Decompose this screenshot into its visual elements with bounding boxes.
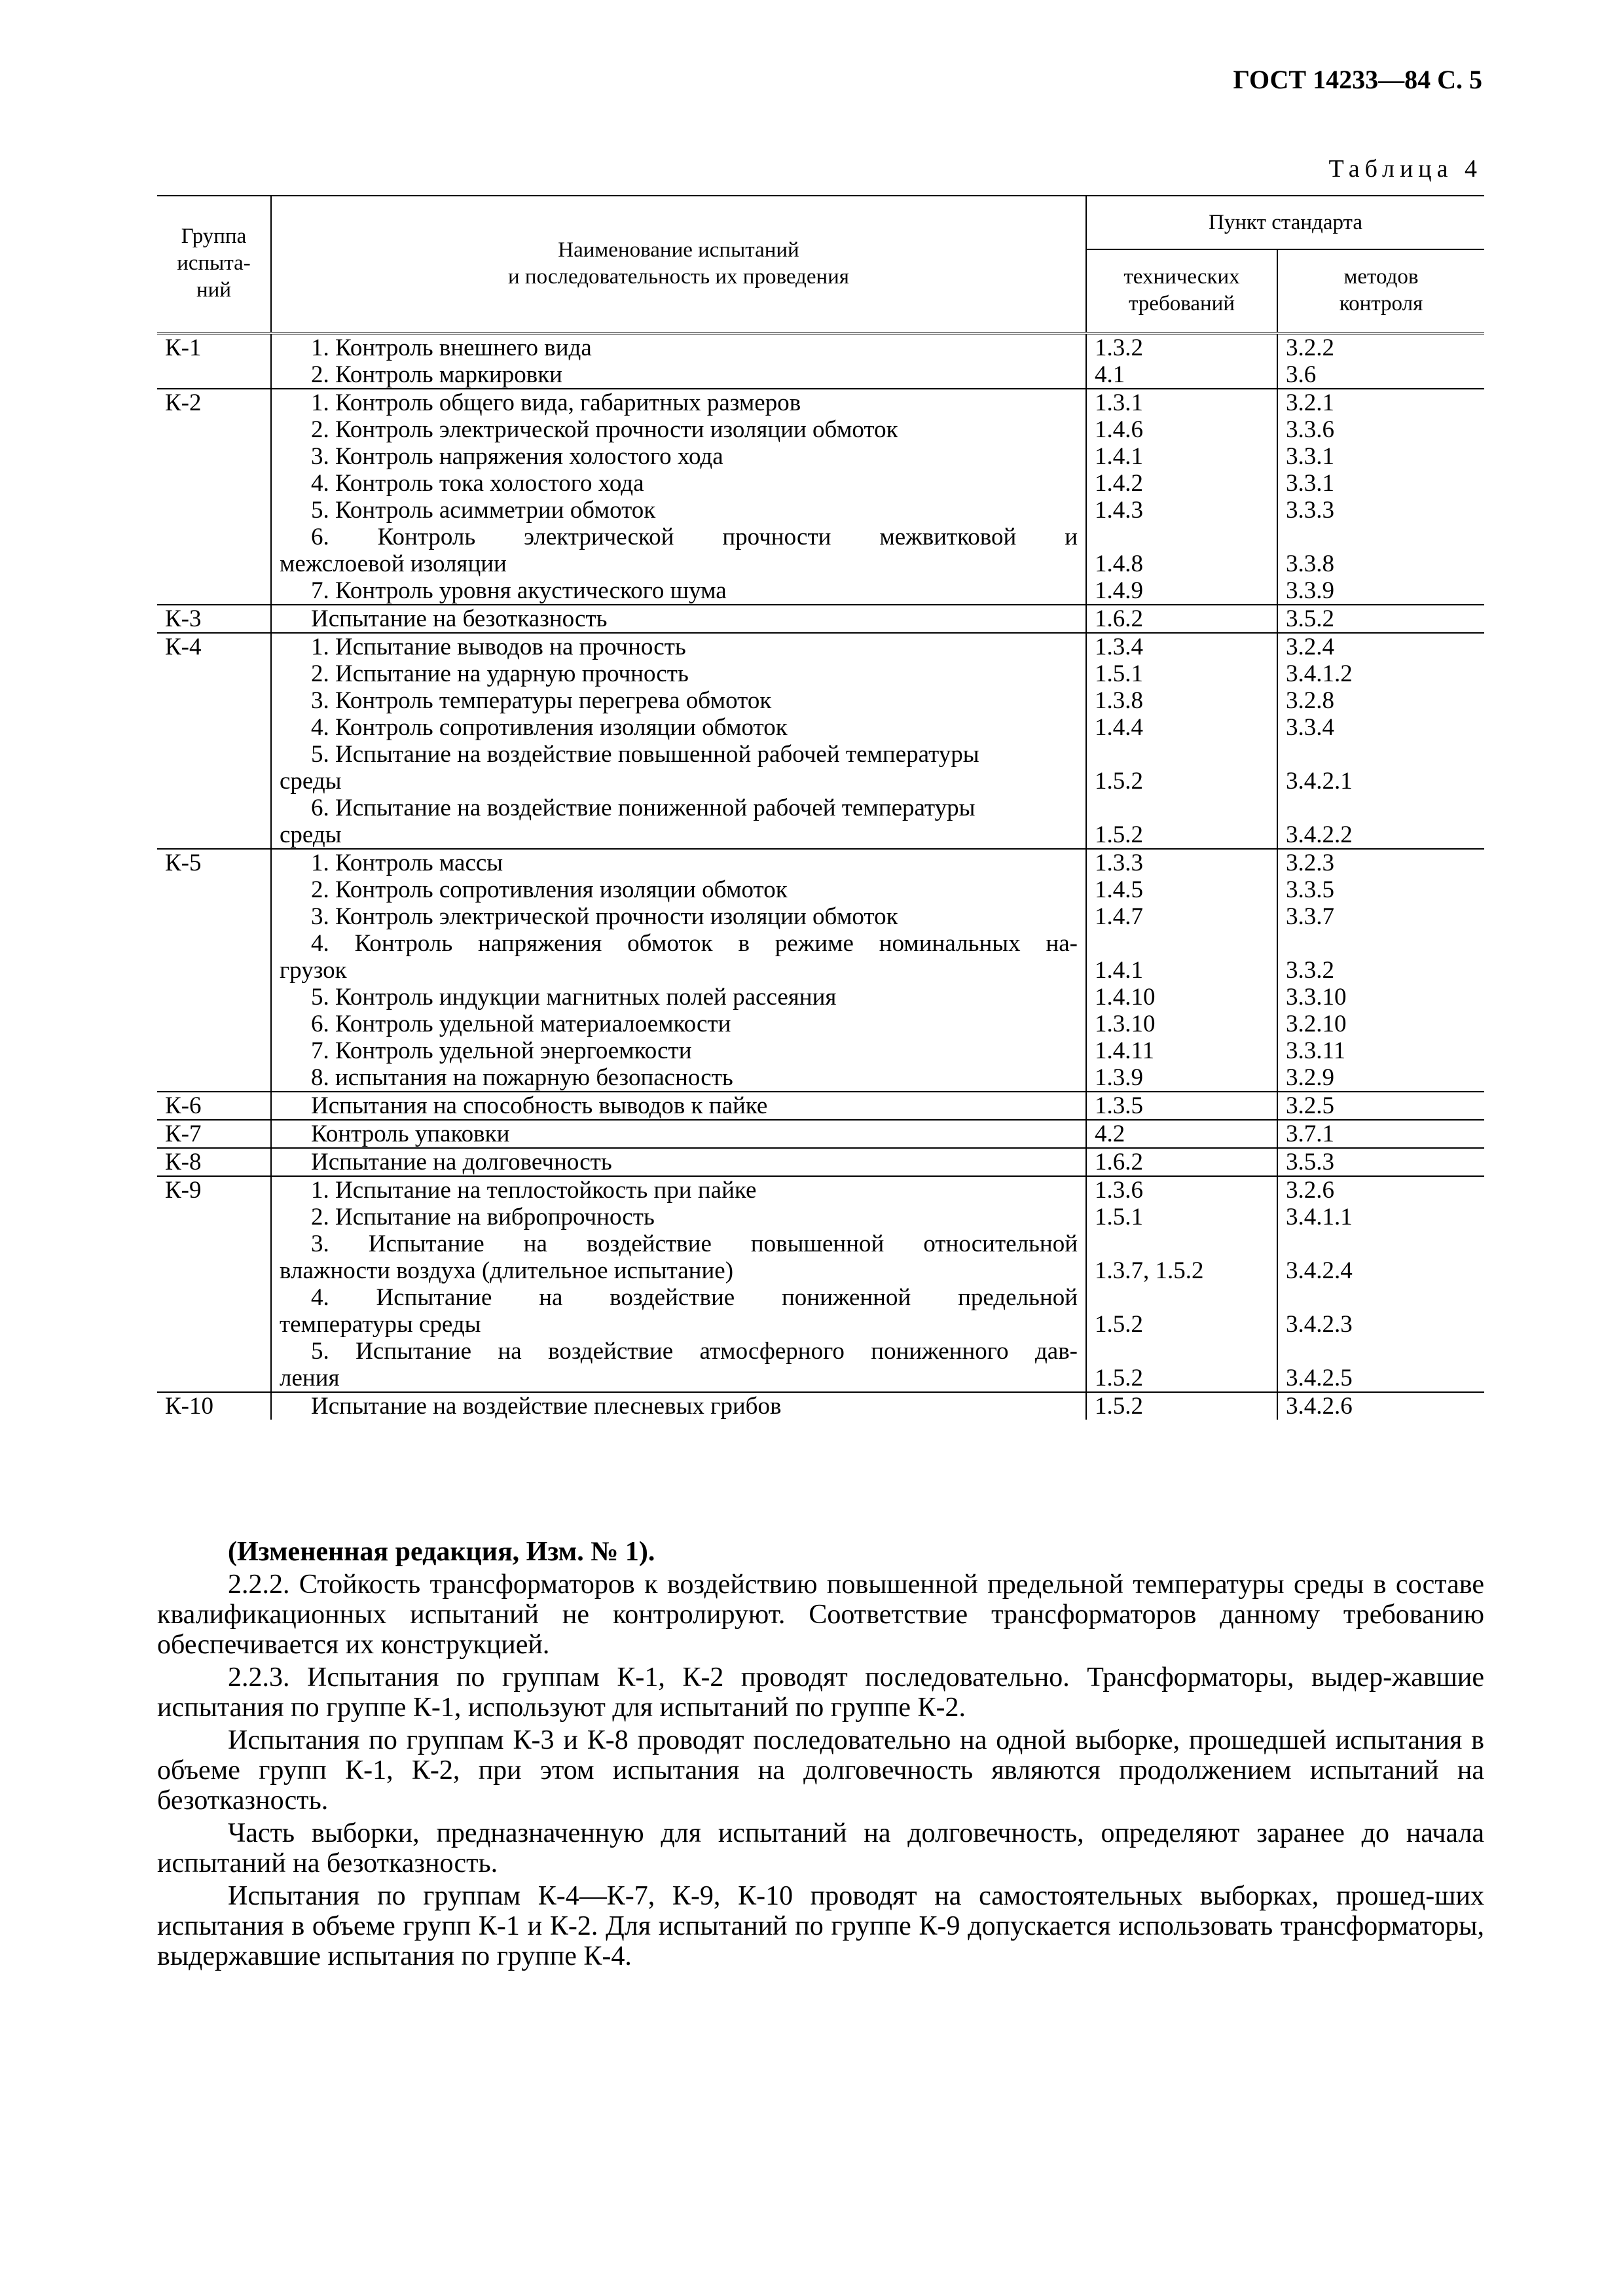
tech-req-value: 1.4.2 — [1095, 470, 1143, 497]
tech-req-value — [1095, 795, 1269, 821]
tech-req-cell — [1086, 1176, 1277, 1392]
test-name-cell — [271, 849, 1086, 1092]
tech-req-cell — [1086, 633, 1277, 849]
control-method-cell — [1277, 849, 1484, 1092]
control-method-cell — [1277, 1120, 1484, 1148]
tech-req-value: 1.4.11 — [1095, 1037, 1155, 1064]
tech-req-value: 1.4.6 — [1095, 416, 1143, 443]
control-method-value: 3.4.2.6 — [1286, 1393, 1353, 1420]
control-method-value: 3.2.4 — [1286, 634, 1334, 660]
tech-req-value: 1.3.6 — [1095, 1177, 1143, 1204]
control-method-value — [1286, 930, 1476, 957]
table-row — [157, 605, 1484, 633]
control-method-value — [1286, 741, 1476, 768]
control-method-cell — [1277, 1392, 1484, 1420]
table-row — [157, 849, 1484, 1092]
test-name-line: 2. Испытание на вибропрочность — [311, 1204, 655, 1230]
control-method-cell — [1277, 1176, 1484, 1392]
test-name-cell — [271, 1392, 1086, 1420]
control-method-value — [1286, 795, 1476, 821]
tech-req-cell — [1086, 1092, 1277, 1120]
tech-req-cell — [1086, 1148, 1277, 1176]
control-method-value: 3.3.6 — [1286, 416, 1334, 443]
tech-req-value: 1.4.1 — [1095, 443, 1143, 470]
group-cell: К-5 — [157, 849, 271, 1092]
test-name-line: 3. Контроль напряжения холостого хода — [311, 443, 723, 470]
control-method-value: 3.2.8 — [1286, 687, 1334, 714]
tech-req-cell — [1086, 1392, 1277, 1420]
control-method-cell — [1277, 1148, 1484, 1176]
table-row — [157, 1092, 1484, 1120]
tech-req-value: 1.3.4 — [1095, 634, 1143, 660]
control-method-value: 3.4.2.4 — [1286, 1257, 1353, 1284]
tech-req-cell — [1086, 389, 1277, 605]
test-name-line: влажности воздуха (длительное испытание) — [280, 1257, 734, 1284]
tech-req-value: 1.5.1 — [1095, 1204, 1143, 1230]
group-cell: К-3 — [157, 605, 271, 633]
group-cell: К-4 — [157, 633, 271, 849]
control-method-value: 3.2.9 — [1286, 1064, 1334, 1091]
control-method-value: 3.3.7 — [1286, 903, 1334, 930]
control-method-value: 3.5.3 — [1286, 1149, 1334, 1175]
test-name-cell — [271, 1148, 1086, 1176]
test-name-line: 1. Контроль массы — [311, 850, 503, 876]
group-cell: К-6 — [157, 1092, 271, 1120]
tech-req-value: 1.5.2 — [1095, 768, 1143, 795]
tech-req-value: 1.5.2 — [1095, 821, 1143, 848]
control-method-value: 3.4.2.5 — [1286, 1365, 1353, 1391]
tech-req-value: 4.1 — [1095, 361, 1125, 388]
paragraph: Испытания по группам К-3 и К-8 проводят последовательно на одной выборке, прошедшей испытания в объеме групп К-1, К-2, при этом испытания на долговечность являются продолжением испытаний на безотказность. — [157, 1725, 1484, 1816]
control-method-value: 3.4.1.2 — [1286, 660, 1353, 687]
tech-req-value: 1.5.2 — [1095, 1311, 1143, 1338]
control-method-value: 3.7.1 — [1286, 1121, 1334, 1147]
test-name-line: 5. Контроль асимметрии обмоток — [311, 497, 656, 524]
control-method-value: 3.2.2 — [1286, 334, 1334, 361]
control-method-value: 3.3.9 — [1286, 577, 1334, 604]
test-name-line: 6. Испытание на воздействие пониженной рабочей температуры — [311, 795, 976, 821]
test-name-line: 6. Контроль удельной материалоемкости — [311, 1011, 731, 1037]
tech-req-value: 1.3.9 — [1095, 1064, 1143, 1091]
col-header-method: методов контроля — [1277, 249, 1484, 333]
test-name-line: 3. Контроль температуры перегрева обмоток — [311, 687, 772, 714]
table-caption: Таблица 4 — [1328, 155, 1482, 183]
test-name-line: ления — [280, 1365, 340, 1391]
test-name-line: 1. Контроль внешнего вида — [311, 334, 592, 361]
tech-req-value — [1095, 1338, 1269, 1365]
table-body — [157, 333, 1484, 1420]
test-name-line: 2. Контроль маркировки — [311, 361, 562, 388]
test-name-cell — [271, 633, 1086, 849]
tech-req-cell — [1086, 849, 1277, 1092]
control-method-value: 3.3.4 — [1286, 714, 1334, 741]
control-method-value: 3.5.2 — [1286, 605, 1334, 632]
test-name-line: 4. Испытание на воздействие пониженной предельной — [311, 1284, 1078, 1311]
test-name-line: 6. Контроль электрической прочности межвитковой и — [311, 524, 1078, 550]
control-method-value: 3.3.2 — [1286, 957, 1334, 984]
col-header-group: Группа испыта- ний — [157, 196, 271, 333]
tech-req-cell — [1086, 1120, 1277, 1148]
test-name-cell — [271, 1176, 1086, 1392]
control-method-value: 3.3.10 — [1286, 984, 1347, 1011]
group-cell: К-10 — [157, 1392, 271, 1420]
test-name-line: 4. Контроль тока холостого хода — [311, 470, 644, 497]
test-name-cell — [271, 389, 1086, 605]
tech-req-value: 1.4.9 — [1095, 577, 1143, 604]
control-method-value: 3.2.6 — [1286, 1177, 1334, 1204]
tech-req-value: 1.4.5 — [1095, 876, 1143, 903]
control-method-value — [1286, 524, 1476, 550]
page-header: ГОСТ 14233—84 С. 5 — [1233, 65, 1482, 94]
tech-req-value: 1.3.10 — [1095, 1011, 1156, 1037]
tech-req-value: 1.3.2 — [1095, 334, 1143, 361]
control-method-value — [1286, 1338, 1476, 1365]
test-name-line: 5. Контроль индукции магнитных полей рассеяния — [311, 984, 837, 1011]
test-name-line: 3. Контроль электрической прочности изоляции обмоток — [311, 903, 898, 930]
group-cell: К-8 — [157, 1148, 271, 1176]
group-cell: К-7 — [157, 1120, 271, 1148]
col-header-point: Пункт стандарта — [1086, 196, 1484, 249]
tech-req-value: 1.4.10 — [1095, 984, 1156, 1011]
test-name-cell — [271, 1092, 1086, 1120]
test-name-line: 1. Испытание выводов на прочность — [311, 634, 686, 660]
control-method-value: 3.4.1.1 — [1286, 1204, 1353, 1230]
tests-table — [157, 195, 1484, 1420]
control-method-value: 3.3.11 — [1286, 1037, 1346, 1064]
paragraph: Часть выборки, предназначенную для испытаний на долговечность, определяют заранее до начала испытаний на безотказность. — [157, 1818, 1484, 1878]
test-name-line: 1. Испытание на теплостойкость при пайке — [311, 1177, 757, 1204]
test-name-line: Испытание на безотказность — [311, 605, 608, 632]
test-name-line: Контроль упаковки — [311, 1121, 510, 1147]
test-name-line: 4. Контроль сопротивления изоляции обмоток — [311, 714, 788, 741]
test-name-line: межслоевой изоляции — [280, 550, 507, 577]
control-method-cell — [1277, 1092, 1484, 1120]
tech-req-value: 1.6.2 — [1095, 1149, 1143, 1175]
tech-req-value — [1095, 1230, 1269, 1257]
tech-req-value: 1.4.3 — [1095, 497, 1143, 524]
tech-req-value — [1095, 741, 1269, 768]
tech-req-cell — [1086, 605, 1277, 633]
control-method-value: 3.2.3 — [1286, 850, 1334, 876]
test-name-line: 8. испытания на пожарную безопасность — [311, 1064, 733, 1091]
group-cell: К-9 — [157, 1176, 271, 1392]
tech-req-value: 1.5.2 — [1095, 1393, 1143, 1420]
tech-req-value: 1.3.7, 1.5.2 — [1095, 1257, 1204, 1284]
tech-req-value — [1095, 524, 1269, 550]
control-method-value: 3.2.1 — [1286, 389, 1334, 416]
control-method-value: 3.6 — [1286, 361, 1317, 388]
tech-req-value: 1.3.3 — [1095, 850, 1143, 876]
control-method-cell — [1277, 633, 1484, 849]
tech-req-value: 1.4.1 — [1095, 957, 1143, 984]
control-method-value — [1286, 1230, 1476, 1257]
col-header-name: Наименование испытаний и последовательность их проведения — [271, 196, 1086, 333]
test-name-line: Испытание на долговечность — [311, 1149, 612, 1175]
tech-req-value: 1.3.8 — [1095, 687, 1143, 714]
table-row — [157, 333, 1484, 389]
control-method-value: 3.4.2.2 — [1286, 821, 1353, 848]
control-method-value: 3.3.1 — [1286, 470, 1334, 497]
table-row — [157, 1148, 1484, 1176]
tech-req-value — [1095, 930, 1269, 957]
control-method-value: 3.4.2.3 — [1286, 1311, 1353, 1338]
tech-req-value: 1.3.1 — [1095, 389, 1143, 416]
test-name-line: среды — [280, 821, 342, 848]
table-row — [157, 1176, 1484, 1392]
tech-req-value: 1.3.5 — [1095, 1092, 1143, 1119]
control-method-value: 3.3.8 — [1286, 550, 1334, 577]
control-method-value: 3.4.2.1 — [1286, 768, 1353, 795]
tech-req-value: 1.5.2 — [1095, 1365, 1143, 1391]
control-method-value — [1286, 1284, 1476, 1311]
test-name-line: 5. Испытание на воздействие атмосферного пониженного дав- — [311, 1338, 1078, 1365]
tech-req-value: 1.6.2 — [1095, 605, 1143, 632]
test-name-line: 4. Контроль напряжения обмоток в режиме номинальных на- — [311, 930, 1078, 957]
test-name-line: температуры среды — [280, 1311, 481, 1338]
test-name-line: 3. Испытание на воздействие повышенной относительной — [311, 1230, 1078, 1257]
control-method-value: 3.2.10 — [1286, 1011, 1347, 1037]
control-method-cell — [1277, 389, 1484, 605]
test-name-cell — [271, 605, 1086, 633]
test-name-line: 5. Испытание на воздействие повышенной рабочей температуры — [311, 741, 979, 768]
table-row — [157, 1120, 1484, 1148]
tech-req-value: 1.4.7 — [1095, 903, 1143, 930]
test-name-line: 2. Испытание на ударную прочность — [311, 660, 689, 687]
table-row — [157, 389, 1484, 605]
paragraph-2-2-3: 2.2.3. Испытания по группам К-1, К-2 проводят последовательно. Трансформаторы, выдер-жавшие испытания по группе К-1, используют для испытаний по группе К-2. — [157, 1662, 1484, 1723]
test-name-cell — [271, 1120, 1086, 1148]
control-method-value: 3.3.1 — [1286, 443, 1334, 470]
test-name-cell — [271, 333, 1086, 389]
control-method-value: 3.3.3 — [1286, 497, 1334, 524]
paragraph: Испытания по группам К-4—К-7, К-9, К-10 проводят на самостоятельных выборках, прошед-ших испытания в объеме групп К-1 и К-2. Для испытаний по группе К-9 допускается использовать трансформаторы, выдержавшие испытания по группе К-4. — [157, 1881, 1484, 1971]
tech-req-value: 1.4.8 — [1095, 550, 1143, 577]
tech-req-value: 4.2 — [1095, 1121, 1125, 1147]
control-method-value: 3.2.5 — [1286, 1092, 1334, 1119]
control-method-value: 3.3.5 — [1286, 876, 1334, 903]
amendment-note: (Измененная редакция, Изм. № 1). — [228, 1537, 655, 1567]
test-name-line: 2. Контроль электрической прочности изоляции обмоток — [311, 416, 898, 443]
test-name-line: 7. Контроль удельной энергоемкости — [311, 1037, 692, 1064]
test-name-line: 7. Контроль уровня акустического шума — [311, 577, 727, 604]
table-row — [157, 1392, 1484, 1420]
table-row — [157, 633, 1484, 849]
control-method-cell — [1277, 333, 1484, 389]
test-name-line: 2. Контроль сопротивления изоляции обмоток — [311, 876, 788, 903]
tech-req-value — [1095, 1284, 1269, 1311]
col-header-tech: технических требований — [1086, 249, 1277, 333]
tech-req-value: 1.5.1 — [1095, 660, 1143, 687]
tech-req-value: 1.4.4 — [1095, 714, 1143, 741]
group-cell: К-1 — [165, 334, 202, 361]
group-cell: К-2 — [157, 389, 271, 605]
tech-req-cell — [1086, 333, 1277, 389]
test-name-line: среды — [280, 768, 342, 795]
body-text — [157, 1537, 1484, 1974]
test-name-line: Испытания на способность выводов к пайке — [311, 1092, 768, 1119]
paragraph-2-2-2: 2.2.2. Стойкость трансформаторов к воздействию повышенной предельной температуры среды в составе квалификационных испытаний не контролируют. Соответствие трансформаторов данному требованию обеспечивается их конструкцией. — [157, 1570, 1484, 1660]
test-name-line: 1. Контроль общего вида, габаритных размеров — [311, 389, 801, 416]
control-method-cell — [1277, 605, 1484, 633]
test-name-line: Испытание на воздействие плесневых грибов — [311, 1393, 782, 1420]
test-name-line: грузок — [280, 957, 347, 984]
